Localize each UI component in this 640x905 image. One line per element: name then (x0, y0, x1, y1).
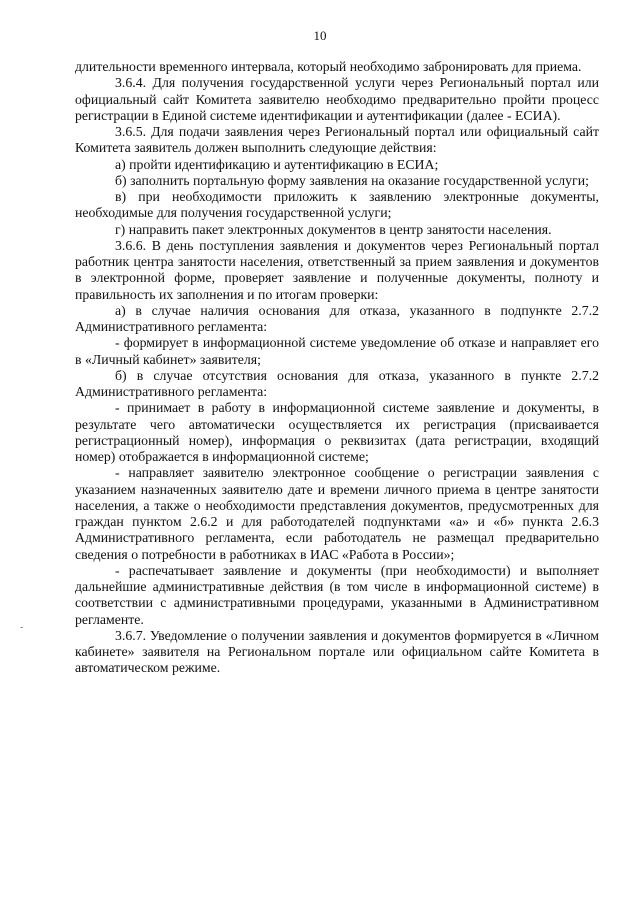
case-a: а) в случае наличия основания для отказа, указанного в подпункте 2.7.2 Административного регламента: (75, 302, 599, 334)
list-item-v: в) при необходимости приложить к заявлению электронные документы, необходимые для получения государственной услуги; (75, 189, 599, 221)
case-a-action: - формирует в информационной системе уведомление об отказе и направляет его в «Личный кабинет» заявителя; (75, 335, 599, 367)
paragraph-3-6-6: 3.6.6. В день поступления заявления и документов через Региональный портал работник центра занятости населения, ответственный за прием заявления и документов в электронной форме, проверяет заявление и полученные документы, полноту и правильность их заполнения и по итогам проверки: (75, 237, 599, 302)
paragraph-3-6-7: 3.6.7. Уведомление о получении заявления и документов формируется в «Личном кабинете» заявителя на Региональном портале или официальном сайте Комитета в автоматическом режиме. (75, 627, 599, 676)
document-body (75, 59, 599, 677)
list-item-g: г) направить пакет электронных документов в центр занятости населения. (115, 221, 552, 237)
page-number: 10 (313, 28, 327, 43)
paragraph-3-6-5: 3.6.5. Для подачи заявления через Региональный портал или официальный сайт Комитета заявитель должен выполнить следующие действия: (75, 124, 599, 156)
case-b-action-notify: - направляет заявителю электронное сообщение о регистрации заявления с указанием назначенных заявителю дате и времени личного приема в центре занятости населения, а также о необходимости представления документов, предусмотренных для граждан пунктом 2.6.2 и для работодателей подпунктами «а» и «б» пункта 2.6.3 Административного регламента, если работодатель не размещал предварительно сведения о потребности в работниках в ИАС «Работа в России»; (75, 465, 599, 562)
paragraph-3-6-4: 3.6.4. Для получения государственной услуги через Региональный портал или официальный сайт Комитета заявителю необходимо предварительно пройти процесс регистрации в Единой системе идентификации и аутентификации (далее - ЕСИА). (75, 75, 599, 123)
paragraph-continuation: длительности временного интервала, который необходимо забронировать для приема. (75, 59, 582, 74)
case-b-action-register: - принимает в работу в информационной системе заявление и документы, в результате чего автоматически осуществляется их регистрация (присваивается регистрационный номер), информация о реквизитах (дата регистрации, входящий номер) отображается в информационной системе; (75, 400, 599, 464)
case-b-action-print: - распечатывает заявление и документы (при необходимости) и выполняет дальнейшие административные действия (в том числе в информационной системе) в соответствии с административными процедурами, указанными в Административном регламенте. (75, 562, 599, 627)
list-item-b: б) заполнить портальную форму заявления на оказание государственной услуги; (115, 172, 589, 188)
list-item-a: а) пройти идентификацию и аутентификацию в ЕСИА; (115, 156, 439, 172)
margin-mark: - (20, 622, 24, 633)
case-b: б) в случае отсутствия основания для отказа, указанного в пункте 2.7.2 Административного регламента: (75, 367, 599, 399)
